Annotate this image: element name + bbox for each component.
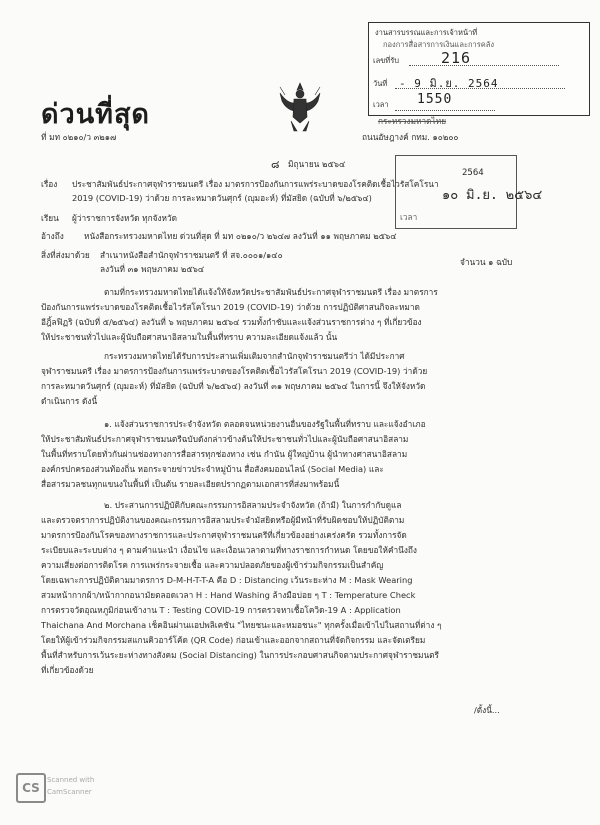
body-line: ในพื้นที่ทราบโดยทั่วกันผ่านช่องทางการสื่อสารทุกช่องทาง เช่น กำนัน ผู้ใหญ่บ้าน ผู้นำทางศาสนาอิสลาม — [41, 449, 408, 459]
body-line: การตรวจวัดอุณหภูมิก่อนเข้างาน T : Testing COVID-19 การตรวจหาเชื้อโควิด-19 A : Application — [41, 605, 401, 615]
stamp-date: - 9 มิ.ย. 2564 — [399, 77, 499, 90]
body-line: ให้ประชาสัมพันธ์ประกาศจุฬาราชมนตรีฉบับดังกล่าวข้างต้นให้ประชาชนทั่วไปและผู้นับถือศาสนาอิสลาม — [41, 434, 409, 444]
body-line: ป้องกันการแพร่ระบาดของโรคติดเชื้อไวรัสโคโรนา 2019 (COVID-19) ว่าด้วย การปฏิบัติศาสนกิจละหมาด — [41, 302, 420, 312]
body-line: โดยให้ผู้เข้าร่วมกิจกรรมสแกนคิวอาร์โค้ด (QR Code) ก่อนเข้าและออกจากสถานที่จัดกิจกรรม และจัดเตรียม — [41, 635, 426, 645]
attachment-quantity: จำนวน ๑ ฉบับ — [460, 257, 513, 267]
second-stamp-note: เวลา — [400, 212, 418, 222]
body-line: ที่เกี่ยวข้องด้วย — [41, 665, 94, 675]
body-line: ๒. ประสานการปฏิบัติกับคณะกรรมการอิสลามประจำจังหวัด (ถ้ามี) ในการกำกับดูแล — [104, 500, 402, 510]
stamp-division: กองการสื่อสารการเงินและการคลัง — [383, 40, 495, 49]
stamp-time-label: เวลา — [373, 100, 389, 109]
to-label: เรียน — [41, 213, 59, 223]
sender-office: กระทรวงมหาดไทย — [378, 116, 447, 126]
body-line: สวมหน้ากากผ้า/หน้ากากอนามัยตลอดเวลา H : Hand Washing ล้างมือบ่อย ๆ T : Temperature Check — [41, 590, 416, 600]
camscanner-logo-icon: CS — [16, 773, 46, 803]
sender-address: ถนนอัษฎางค์ กทม. ๑๐๒๐๐ — [362, 132, 459, 142]
scan-watermark-line: Scanned with — [47, 776, 95, 784]
attachment-line: สำเนาหนังสือสำนักจุฬาราชมนตรี ที่ สจ.๐๐๐๑/๑๔๐ — [100, 250, 283, 260]
stamp-date-label: วันที่ — [373, 79, 388, 88]
stamp-receive-no: 216 — [441, 49, 472, 67]
subject-line: 2019 (COVID-19) ว่าด้วย การละหมาดวันศุกร์ (ญุมอะห์) ที่มัสยิด (ฉบับที่ ๖/๒๕๖๔) — [72, 193, 372, 203]
reference-label: อ้างถึง — [41, 231, 64, 241]
document-number: ที่ มท ๐๒๑๐/ว ๓๒๑๗ — [41, 132, 117, 142]
subject-line: ประชาสัมพันธ์ประกาศจุฬาราชมนตรี เรื่อง มาตรการป้องกันการแพร่ระบาดของโรคติดเชื้อไวรัสโคโรนา — [72, 179, 439, 189]
stamp-time: 1550 — [417, 92, 453, 107]
to-recipient: ผู้ว่าราชการจังหวัด ทุกจังหวัด — [72, 213, 178, 223]
attachment-label: สิ่งที่ส่งมาด้วย — [41, 250, 90, 260]
body-line: อีฎิ้ลฟิฏริ (ฉบับที่ ๕/๒๕๖๔) ลงวันที่ ๖ พฤษภาคม ๒๕๖๔ รวมทั้งกำชับและแจ้งส่วนราชการต่าง ๆ ที่เกี่ยวข้อง — [41, 317, 422, 327]
body-line: จุฬาราชมนตรี เรื่อง มาตรการป้องกันการแพร่ระบาดของโรคติดเชื้อไวรัสโคโรนา 2019 (COVID-19) ว่าด้วย — [41, 366, 428, 376]
body-line: สื่อสารมวลชนทุกแขนงในพื้นที่ เป็นต้น รายละเอียดปรากฏตามเอกสารที่ส่งมาพร้อมนี้ — [41, 479, 340, 489]
subject-label: เรื่อง — [41, 179, 58, 189]
body-line: กระทรวงมหาดไทยได้รับการประสานเพิ่มเติมจากสำนักจุฬาราชมนตรีว่า ได้มีประกาศ — [104, 351, 405, 361]
scan-watermark-line: CamScanner — [47, 788, 92, 796]
body-line: การละหมาดวันศุกร์ (ญุมอะห์) ที่มัสยิด (ฉบับที่ ๖/๒๕๖๔) ลงวันที่ ๓๑ พฤษภาคม ๒๕๖๔ ในการนี้ จึงให้จังหวัด — [41, 381, 426, 391]
receipt-stamp — [368, 22, 590, 116]
stamp-receive-no-label: เลขที่รับ — [373, 56, 400, 65]
body-line: มาตรการป้องกันโรคของทางราชการและประกาศจุฬาราชมนตรีที่เกี่ยวข้องอย่างเคร่งครัด รวมทั้งการจัด — [41, 530, 407, 540]
body-line: โดยเฉพาะการปฏิบัติตามมาตรการ D-M-H-T-T-A คือ D : Distancing เว้นระยะห่าง M : Mask Wearing — [41, 575, 413, 585]
body-line: ตามที่กระทรวงมหาดไทยได้แจ้งให้จังหวัดประชาสัมพันธ์ประกาศจุฬาราชมนตรี เรื่อง มาตรการ — [104, 287, 438, 297]
body-line: ความเสี่ยงต่อการติดโรค การแพร่กระจายเชื้อ และความปลอดภัยของผู้เข้าร่วมกิจกรรมเป็นสำคัญ — [41, 560, 384, 570]
body-line: องค์กรปกครองส่วนท้องถิ่น หอกระจายข่าวประจำหมู่บ้าน สื่อสังคมออนไลน์ (Social Media) และ — [41, 464, 384, 474]
body-line: ให้ประชาชนทั่วไปและผู้นับถือศาสนาอิสลามในพื้นที่ทราบ ความละเอียดแจ้งแล้ว นั้น — [41, 332, 338, 342]
second-stamp-date: ๑๐ มิ.ย. ๒๕๖๔ — [442, 188, 543, 203]
body-line: ๑. แจ้งส่วนราชการประจำจังหวัด ตลอดจนหน่วยงานอื่นของรัฐในพื้นที่ทราบ และแจ้งอำเภอ — [104, 419, 426, 429]
body-line: Thaichana And Morchana เช็คอินผ่านแอปพลิเคชัน "ไทยชนะและหมอชนะ" ทุกครั้งเมื่อเข้าไปในสถานที่ต่าง ๆ — [41, 620, 442, 630]
document-day: ๘ — [271, 158, 280, 171]
body-line: ดำเนินการ ดังนี้ — [41, 396, 98, 406]
continue-marker: /ตั้งนี้... — [474, 705, 500, 715]
attachment-line: ลงวันที่ ๓๑ พฤษภาคม ๒๕๖๔ — [100, 264, 205, 274]
second-receipt-stamp — [395, 155, 543, 229]
body-line: และตรวจตราการปฏิบัติงานของคณะกรรมการอิสลามประจำมัสยิดหรือผู้มีหน้าที่รับผิดชอบให้ปฏิบัติตาม — [41, 515, 405, 525]
second-stamp-year: 2564 — [462, 168, 484, 178]
stamp-agency: งานสารบรรณและการเจ้าหน้าที่ — [375, 28, 478, 37]
garuda-emblem-icon — [277, 81, 323, 133]
document-date: มิถุนายน ๒๕๖๔ — [288, 159, 346, 169]
body-line: พื้นที่สำหรับการเว้นระยะห่างทางสังคม (Social Distancing) ในการประกอบศาสนกิจตามประกาศจุฬาราชมนตรี — [41, 650, 439, 660]
body-line: ระเบียบและระบบต่าง ๆ ตามคำแนะนำ เงื่อนไข และเงื่อนเวลาตามที่ทางราชการกำหนด โดยขอให้คำนึงถึง — [41, 545, 417, 555]
reference-text: หนังสือกระทรวงมหาดไทย ด่วนที่สุด ที่ มท ๐๒๑๐/ว ๒๖๔๗ ลงวันที่ ๑๑ พฤษภาคม ๒๕๖๔ — [84, 231, 397, 241]
urgency-label: ด่วนที่สุด — [41, 99, 150, 130]
